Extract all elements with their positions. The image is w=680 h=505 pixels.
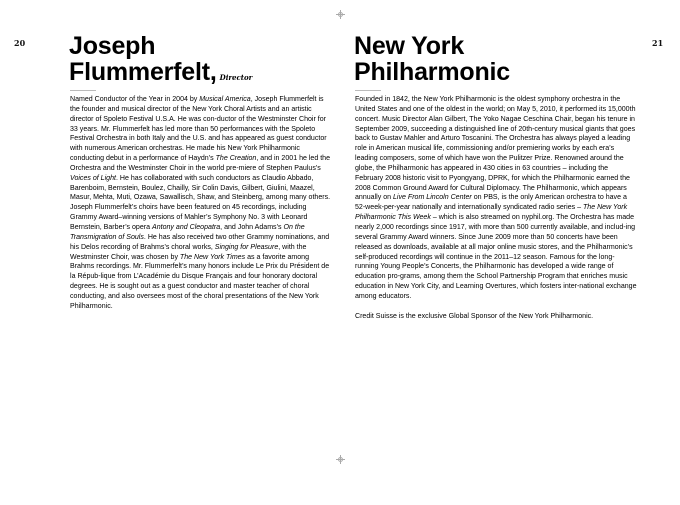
text-run: . He has also received two other Grammy nominations, and his Delos recording of Brahms’s choral works, (70, 233, 330, 251)
title-line-2: Flummerfelt, (69, 58, 217, 86)
title-line-2: Philharmonic (354, 58, 510, 86)
page-title-right (354, 33, 510, 85)
title-line-1: Joseph (69, 32, 156, 60)
text-run: , and in 2001 he led the Orchestra and the Westminster Choir in the world pre-miere of Stephen Paulus’s (70, 155, 331, 172)
italic-title: The Creation (215, 155, 257, 163)
text-run: . He has collaborated with such conductors as Claudio Abbado, Barenboim, Bernstein, Boulez, Chailly, Sir Colin Davis, Gilbert, Giulini, Maazel, Masur, Mehta, Muti, Ozawa, Sawallisch, Shaw, and Steinberg, among many others. Joseph Flummerfelt’s choirs have been featured on 45 recordings, including Grammy Award–winning versions of Mahler’s Symphony No. 3 with Leonard Bernstein, Barber’s opera (70, 174, 331, 231)
text-run: – which is also streamed on nyphil.org. The Orchestra has made nearly 2,000 recordings since 1917, with more than 500 currently available, and includ-ing several Grammy Award winners. Since June 2009 more than 50 concerts have been released as downloads, available at all major online music stores, and the Philharmonic’s self-produced recordings will continue in the 2011–12 season. Famous for the long-running Young People’s Concerts, the Philharmonic has developed a wide range of education pro-grams, among them the School Partnership Program that enriches music education in New York City, and Learning Overtures, which fosters inter-national exchange among educators. (355, 214, 637, 300)
italic-title: Singing for Pleasure (214, 243, 279, 251)
body-paragraph (355, 312, 638, 322)
crop-mark-bottom (336, 455, 345, 464)
crop-mark-top (336, 10, 345, 19)
title-line-1: New York (354, 32, 465, 60)
title-rule-left (70, 90, 96, 91)
italic-title: The New York Philharmonic This Week (355, 204, 628, 222)
text-run: as a favorite among Brahms recordings. Mr. Flummerfelt’s many honors include Le Prix du Président de la Répub-lique from L’Académie du Disque Français and four honorary doctoral degrees. He is sought out as a guest conductor and master teacher of choral conducting, and also oversees most of the choral presentations of the New York Philharmonic. (70, 253, 330, 310)
paragraph-gap (355, 302, 638, 312)
page-title-left (69, 33, 252, 91)
italic-title: Voices of Light (70, 174, 116, 182)
italic-title: Live From Lincoln Center (393, 194, 472, 202)
text-run: on PBS, is the only American orchestra to have a 52-week-per-year nationally and internationally syndicated radio series – (355, 194, 627, 212)
italic-title: Antony and Cleopatra (152, 223, 221, 231)
text-run: , Joseph Flummerfelt is the founder and musical director of the New York Choral Artists and an artistic director of Spoleto Festival U.S.A. He was con-ductor of the Westminster Choir for 33 years. Mr. Flummerfelt has led more than 50 performances with the Spoleto Festival Orchestra in both Italy and the U.S. and has appeared as guest conductor with numerous American orchestras. He made his New York Philharmonic conducting debut in a performance of Haydn’s (70, 96, 327, 163)
text-run: Credit Suisse is the exclusive Global Sponsor of the New York Philharmonic. (355, 312, 594, 320)
body-text-right (355, 95, 638, 322)
text-run: , with the Westminster Choir, was chosen by (70, 243, 307, 261)
title-rule-right (355, 90, 381, 91)
italic-title: On the Transmigration of Souls (70, 223, 305, 241)
body-paragraph (355, 95, 638, 302)
body-text-left (70, 95, 334, 312)
page-number-left: 20 (14, 38, 26, 48)
title-subtitle: Director (219, 73, 253, 82)
text-run: Named Conductor of the Year in 2004 by (70, 96, 200, 103)
italic-title: The New York Times (179, 253, 246, 261)
body-paragraph (70, 95, 334, 312)
page-number-right: 21 (652, 38, 664, 48)
italic-title: Musical America (199, 96, 251, 103)
text-run: Founded in 1842, the New York Philharmonic is the oldest symphony orchestra in the United States and one of the oldest in the world; on May 5, 2010, it performed its 15,000th concert. Music Director Alan Gilbert, The Yoko Nagae Ceschina Chair, began his tenure in September 2009, succeeding a distinguished line of 20th-century musical giants that goes back to Gustav Mahler and Arturo Toscanini. The Orchestra has always played a leading role in American musical life, commissioning and/or premiering works by each era’s leading composers, some of which have won the Pulitzer Prize. Renowned around the globe, the Philharmonic has appeared in 430 cities in 63 countries – including the February 2008 historic visit to Pyongyang, DPRK, for which the Philharmonic earned the 2008 Common Ground Award for Cultural Diplomacy. The Philharmonic, which appears annually on (355, 96, 636, 202)
text-run: , and John Adams’s (220, 223, 284, 231)
